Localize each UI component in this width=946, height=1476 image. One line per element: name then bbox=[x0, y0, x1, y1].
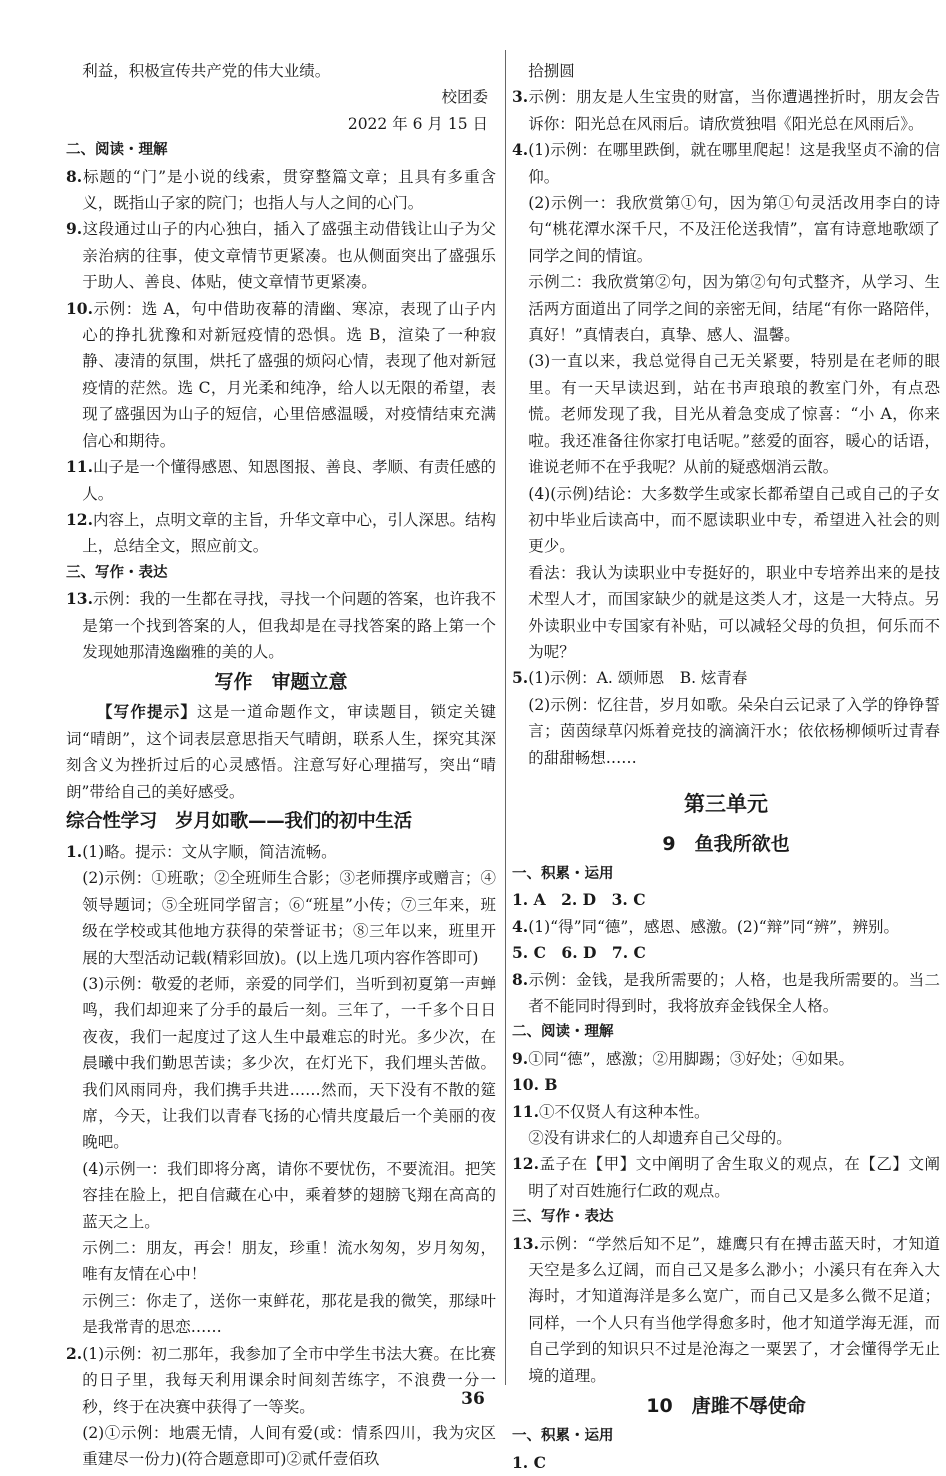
study-answer-4-4: (4)(示例)结论：大多数学生或家长都希望自己或自己的子女初中毕业后读高中，而不愿读职业中专，希望进入社会的则更少。 bbox=[528, 484, 940, 556]
answer-10: 10.示例：选 A，句中借助夜幕的清幽、寒凉，表现了山子内心的挣扎犹豫和对新冠疫情的恐惧。选 B，渲染了一种寂静、凄清的氛围，烘托了盛强的烦闷心情，表现了他对新冠疫情的茫然。选 C，月光柔和纯净，给人以无限的希望，表现了盛强因为山子的短信，心里倍感温暖，对疫情结束充满信心和期待。 bbox=[66, 298, 496, 450]
study-answer-1-4: (4)示例一：我们即将分离，请你不要忧伤，不要流泪。把笑容挂在脸上，把自信藏在心中，乘着梦的翅膀飞翔在高高的蓝天之上。 bbox=[82, 1159, 496, 1231]
column-divider bbox=[505, 50, 506, 1385]
study-answer-4: 4.(1)示例：在哪里跌倒，就在哪里爬起！这是我坚贞不渝的信仰。 bbox=[512, 140, 940, 186]
answer-11-right: 11.①不仅贤人有这种本性。 bbox=[512, 1101, 710, 1121]
answer-9: 9.这段通过山子的内心独白，插入了盛强主动借钱让山子为父亲治病的往事，使文章情节更紧凑。也从侧面突出了盛强乐于助人、善良、体贴，使文章情节更紧凑。 bbox=[66, 219, 496, 292]
answer-13: 13.示例：我的一生都在寻找，寻找一个问题的答案，也许我不是第一个找到答案的人，但我却是在寻找答案的路上第一个发现她那清逸幽雅的美的人。 bbox=[66, 589, 496, 661]
continued-text-right: 拾捌圆 bbox=[528, 62, 575, 80]
answer-11: 11.山子是一个懂得感恩、知恩图报、善良、孝顺、有责任感的人。 bbox=[66, 457, 496, 503]
answer-12: 12.内容上，点明文章的主旨，升华文章中心，引人深思。结构上，总结全文，照应前文。 bbox=[66, 509, 496, 556]
study-answer-2-2: (2)①示例：地震无情，人间有爱(或：情系四川，我为灾区重建尽一份力)(符合题意即可)②贰仟壹佰玖 bbox=[82, 1423, 496, 1469]
signature-date: 2022 年 6 月 15 日 bbox=[347, 114, 488, 133]
lesson-10-title: 10 唐雎不辱使命 bbox=[646, 1395, 806, 1418]
answer-13-right: 13.示例：“学然后知不足”，雄鹰只有在搏击蓝天时，才知道天空是多么辽阔，而自己又是多么渺小；小溪只有在奔入大海时，才知道海洋是多么宽广，而自己又是多么微不足道；同样，一个人只有当他学得愈多时，他才知道学海无涯，而自己学到的知识只不过是沧海之一粟罢了，才会懂得学无止境的道理。 bbox=[512, 1233, 940, 1385]
section-heading-accumulation: 一、积累・运用 bbox=[512, 865, 614, 882]
study-answer-3: 3.示例：朋友是人生宝贵的财富，当你遭遇挫折时，朋友会告诉你：阳光总在风雨后。请欣赏独唱《阳光总在风雨后》。 bbox=[512, 87, 940, 133]
section-heading-writing: 三、写作・表达 bbox=[66, 564, 168, 581]
study-answer-1-3: (3)示例：敬爱的老师，亲爱的同学们，当听到初夏第一声蝉鸣，我们却迎来了分手的最后一刻。三年了，一千多个日日夜夜，我们一起度过了这人生中最难忘的时光。多少次，在晨曦中我们勤思苦读；多少次，在灯光下，我们埋头苦做。我们风雨同舟，我们携手共进……然而，天下没有不散的筵席，今天，让我们以青春飞扬的心情共度最后一个美丽的夜晚吧。 bbox=[82, 975, 496, 1152]
writing-tip: 【写作提示】这是一道命题作文，审读题目，锁定关键词“晴朗”，这个词表层意思指天气晴朗，联系人生，探究其深刻含义为挫折过后的心灵感悟。注意写好心理描写，突出“晴朗”带给自己的美好感受。 bbox=[66, 702, 496, 801]
study-answer-4-2-ex2: 示例二：我欣赏第②句，因为第②句句式整齐，从学习、生活两方面道出了同学之间的亲密无间，结尾“有你一路陪伴，真好！”真情表白，真挚、感人、温馨。 bbox=[528, 273, 940, 345]
lesson-9-title: 9 鱼我所欲也 bbox=[662, 832, 790, 855]
answers-5-7: 5. C 6. D 7. C bbox=[512, 943, 646, 963]
answer-9-right: 9.①同“德”，感激；②用脚踢；③好处；④如果。 bbox=[512, 1048, 855, 1068]
answers-1-3: 1. A 2. D 3. C bbox=[512, 890, 646, 910]
answer-8-right: 8.示例：金钱，是我所需要的；人格，也是我所需要的。当二者不能同时得到时，我将放弃金钱保全人格。 bbox=[512, 969, 940, 1015]
writing-title: 写作 审题立意 bbox=[214, 671, 348, 694]
study-answer-4-2: (2)示例一：我欣赏第①句，因为第①句灵活改用李白的诗句“桃花潭水深千尺，不及汪伦送我情”，富有诗意地歌颂了同学之间的情谊。 bbox=[528, 194, 940, 265]
continued-text: 利益，积极宣传共产党的伟大业绩。 bbox=[82, 62, 331, 80]
study-answer-1-4-ex2: 示例二：朋友，再会！朋友，珍重！流水匆匆，岁月匆匆，唯有友情在心中！ bbox=[82, 1239, 496, 1284]
comprehensive-study-title: 综合性学习 岁月如歌——我们的初中生活 bbox=[66, 810, 412, 832]
answer-11-right-2: ②没有讲求仁的人却遗弃自己父母的。 bbox=[528, 1129, 792, 1148]
study-answer-1-4-ex3: 示例三：你走了，送你一束鲜花，那花是我的微笑，那绿叶是我常青的思恋…… bbox=[82, 1291, 496, 1337]
section-heading-reading: 二、阅读・理解 bbox=[66, 142, 168, 159]
answer-10-right: 10. B bbox=[512, 1075, 558, 1095]
study-answer-1: 1.(1)略。提示：文从字顺，简洁流畅。 bbox=[66, 841, 337, 861]
study-answer-5: 5.(1)示例：A. 颂师恩 B. 炫青春 bbox=[512, 668, 748, 688]
section-heading-writing-right: 三、写作・表达 bbox=[512, 1209, 614, 1226]
answer-8: 8.标题的“门”是小说的线索，贯穿整篇文章；且具有多重含义，既指山子家的院门；也指人与人之间的心门。 bbox=[66, 166, 496, 213]
section-heading-reading-right: 二、阅读・理解 bbox=[512, 1024, 614, 1041]
section-heading-accumulation-2: 一、积累・运用 bbox=[512, 1428, 614, 1445]
right-column bbox=[512, 58, 940, 1476]
answer-12-right: 12.孟子在【甲】文中阐明了舍生取义的观点，在【乙】文阐明了对百姓施行仁政的观点。 bbox=[512, 1154, 940, 1200]
left-column bbox=[66, 58, 496, 1473]
study-answer-4-4-opinion: 看法：我认为读职业中专挺好的，职业中专培养出来的是技术型人才，而国家缺少的就是这类人才，这是一大特点。另外读职业中专国家有补贴，可以减轻父母的负担，何乐而不为呢？ bbox=[528, 563, 940, 661]
signature-org: 校团委 bbox=[441, 88, 488, 107]
study-answer-2: 2.(1)示例：初二那年，我参加了全市中学生书法大赛。在比赛的日子里，我每天利用课余时间刻苦练字，不浪费一分一秒，终于在决赛中获得了一等奖。 bbox=[66, 1343, 496, 1416]
unit-title: 第三单元 bbox=[684, 791, 768, 816]
page-number: 36 bbox=[461, 1389, 485, 1409]
study-answer-1-2: (2)示例：①班歌；②全班师生合影；③老师撰序或赠言；④领导题词；⑤全班同学留言；⑥“班星”小传；⑦三年来，班级在学校或其他地方获得的荣誉证书；⑧三年以来，班里开展的大型活动记载(精彩回放)。(以上选几项内容作答即可) bbox=[82, 869, 496, 967]
study-answer-4-3: (3)一直以来，我总觉得自己无关紧要，特别是在老师的眼里。有一天早读迟到，站在书声琅琅的教室门外，有点恐慌。老师发现了我，目光从着急变成了惊喜：“小 A，你来啦。我还准备往你家打电话呢。”慈爱的面容，暖心的话语，谁说老师不在乎我呢？从前的疑惑烟消云散。 bbox=[528, 352, 940, 477]
lesson-10-answer-1: 1. C bbox=[512, 1452, 546, 1472]
answer-4: 4.(1)“得”同“德”，感恩、感激。(2)“辩”同“辨”，辨别。 bbox=[512, 916, 899, 936]
study-answer-5-2: (2)示例：忆往昔，岁月如歌。朵朵白云记录了入学的铮铮誓言；茵茵绿草闪烁着竞技的滴滴汗水；依依杨柳倾听过青春的甜甜畅想…… bbox=[528, 695, 940, 767]
